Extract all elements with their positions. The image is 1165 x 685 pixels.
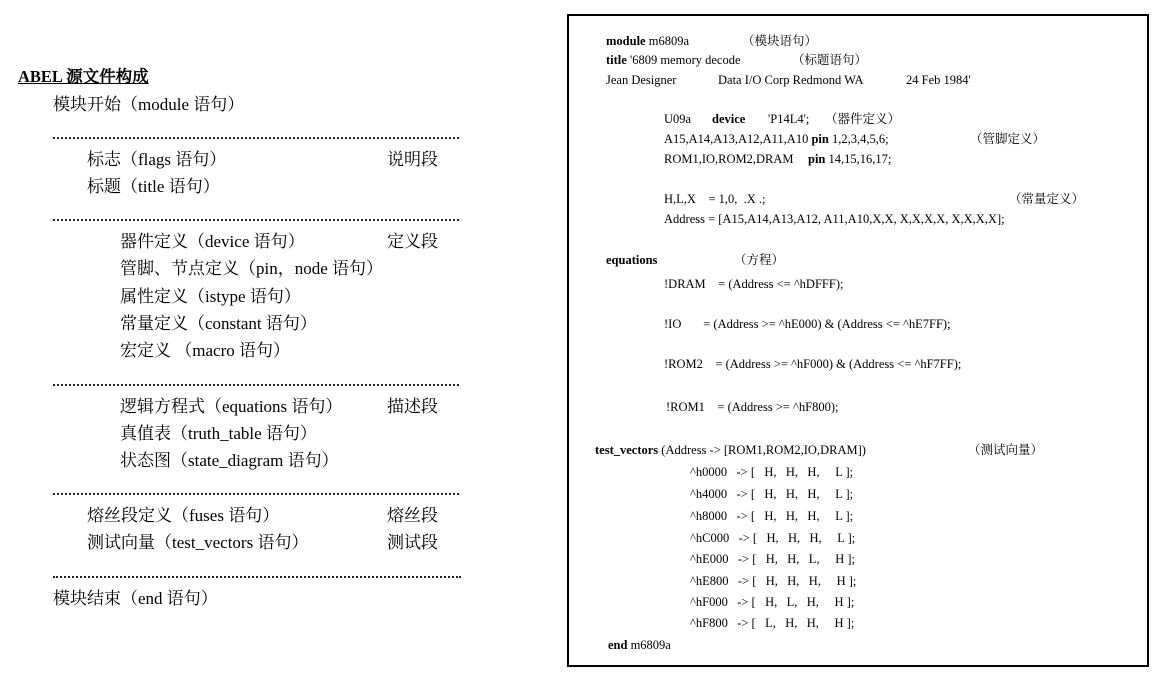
code-comment: （测试向量） xyxy=(968,443,1044,457)
pin-node-line: 管脚、节点定义（pin，node 语句） xyxy=(120,259,384,278)
code-comment: （管脚定义） xyxy=(970,132,1046,146)
code-equation: !DRAM = (Address <= ^hDFFF); xyxy=(664,277,844,291)
code-vector: ^hF800 -> [ L, H, H, H ]; xyxy=(690,616,855,630)
dotted-divider xyxy=(53,137,459,139)
constant-line: 常量定义（constant 语句） xyxy=(120,314,317,333)
code-text: m6809a xyxy=(645,34,689,48)
code-text: '6809 memory decode xyxy=(626,53,741,67)
code-vector: ^h8000 -> [ H, H, H, L ]; xyxy=(690,509,854,523)
code-text: 1,2,3,4,5,6; xyxy=(828,132,889,146)
macro-line: 宏定义 （macro 语句） xyxy=(120,341,290,360)
istype-line: 属性定义（istype 语句） xyxy=(120,287,301,306)
code-device-name: U09a xyxy=(664,112,692,126)
code-line-module xyxy=(606,35,689,48)
keyword: equations xyxy=(606,253,658,267)
equations-line: 逻辑方程式（equations 语句） xyxy=(120,397,343,416)
code-test-vectors-line xyxy=(595,444,866,457)
section-label-test: 测试段 xyxy=(387,533,438,552)
state-diagram-line: 状态图（state_diagram 语句） xyxy=(120,451,339,470)
code-author: Jean Designer xyxy=(606,73,677,87)
code-const-line-1: H,L,X = 1,0, .X .; xyxy=(664,192,766,206)
section-label-fuses: 熔丝段 xyxy=(387,506,438,525)
code-company: Data I/O Corp Redmond WA xyxy=(718,73,864,87)
dotted-divider xyxy=(53,576,461,578)
dotted-divider xyxy=(53,493,459,495)
code-comment: （方程） xyxy=(734,253,785,267)
code-equation: !ROM2 = (Address >= ^hF000) & (Address <= ^hF7FF); xyxy=(664,357,962,371)
keyword: pin xyxy=(808,152,826,166)
module-end-line: 模块结束（end 语句） xyxy=(53,589,218,608)
code-device-kw xyxy=(712,113,745,126)
code-equation: !ROM1 = (Address >= ^hF800); xyxy=(666,400,839,414)
fuses-line: 熔丝段定义（fuses 语句） xyxy=(87,506,280,525)
code-text: (Address -> [ROM1,ROM2,IO,DRAM]) xyxy=(658,443,866,457)
module-start-line: 模块开始（module 语句） xyxy=(53,95,245,114)
code-vector: ^hF000 -> [ H, L, H, H ]; xyxy=(690,595,855,609)
keyword: device xyxy=(712,112,746,126)
code-const-line-2: Address = [A15,A14,A13,A12, A11,A10,X,X, X,X,X,X, X,X,X,X]; xyxy=(664,212,1005,226)
dotted-divider xyxy=(53,219,459,221)
code-vector: ^hC000 -> [ H, H, H, L ]; xyxy=(690,531,856,545)
code-text: 14,15,16,17; xyxy=(825,152,892,166)
abel-source-listing xyxy=(567,14,1149,667)
outline-title: ABEL 源文件构成 xyxy=(18,67,149,86)
test-vectors-line: 测试向量（test_vectors 语句） xyxy=(87,533,309,552)
code-equations-kw xyxy=(606,254,657,267)
device-line: 器件定义（device 语句） xyxy=(120,232,305,251)
code-equation: !IO = (Address >= ^hE000) & (Address <= ^hE7FF); xyxy=(664,317,951,331)
code-vector: ^h0000 -> [ H, H, H, L ]; xyxy=(690,465,854,479)
code-comment: （模块语句） xyxy=(742,34,818,48)
code-pin-line-2-kw xyxy=(808,153,891,166)
truth-table-line: 真值表（truth_table 语句） xyxy=(120,424,317,443)
code-vector: ^hE000 -> [ H, H, L, H ]; xyxy=(690,552,855,566)
code-vector: ^hE800 -> [ H, H, H, H ]; xyxy=(690,574,857,588)
keyword: test_vectors xyxy=(595,443,659,457)
section-label-description: 描述段 xyxy=(387,397,438,416)
code-pin-line-2: ROM1,IO,ROM2,DRAM xyxy=(664,152,794,166)
code-device-type: 'P14L4'; xyxy=(768,112,810,126)
code-vector: ^h4000 -> [ H, H, H, L ]; xyxy=(690,487,854,501)
abel-structure-outline xyxy=(0,0,520,685)
code-text: m6809a xyxy=(627,638,671,652)
keyword: title xyxy=(606,53,627,67)
code-line-title xyxy=(606,54,741,67)
keyword: pin xyxy=(811,132,829,146)
section-label-definition: 定义段 xyxy=(387,232,438,251)
title-line: 标题（title 语句） xyxy=(87,177,220,196)
code-comment: （器件定义） xyxy=(825,112,901,126)
code-pin-line-1 xyxy=(664,133,889,146)
code-end-line xyxy=(608,639,671,652)
dotted-divider xyxy=(53,384,459,386)
code-comment: （常量定义） xyxy=(1009,192,1085,206)
flags-line: 标志（flags 语句） xyxy=(87,150,227,169)
keyword: module xyxy=(606,34,646,48)
code-text: A15,A14,A13,A12,A11,A10 xyxy=(664,132,812,146)
keyword: end xyxy=(608,638,628,652)
section-label-header: 说明段 xyxy=(387,150,438,169)
code-comment: （标题语句） xyxy=(792,53,868,67)
code-date: 24 Feb 1984' xyxy=(906,73,971,87)
